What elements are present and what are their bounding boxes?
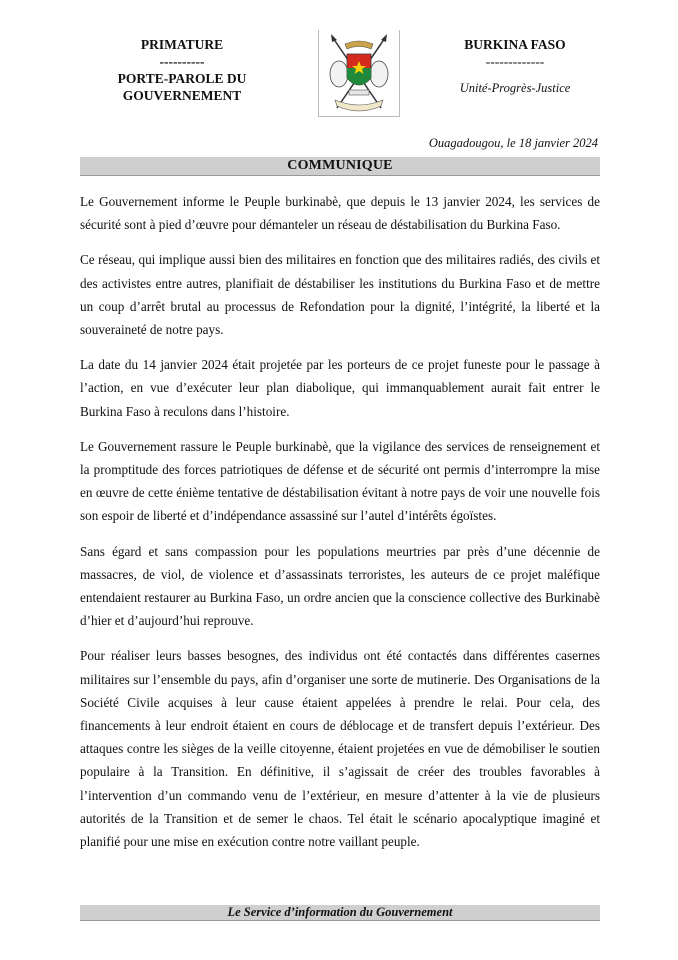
header-left [92, 36, 272, 104]
paragraph: Le Gouvernement informe le Peuple burkinabè, que depuis le 13 janvier 2024, les services de sécurité sont à pied d’œuvre pour démanteler un réseau de déstabilisation du Burkina Faso. [80, 194, 600, 233]
communique-body [80, 190, 600, 865]
paragraph: Pour réaliser leurs basses besognes, des individus ont été contactés dans différentes casernes militaires sur l’ensemble du pays, afin d’organiser une sorte de mutinerie. Des Organisations de la Société Civile acquises à leur cause étaient appelées à prendre le relai. Pour cela, des financements à leur endroit étaient en cours de déblocage et de transfert depuis l’extérieur. Des attaques contre les sièges de la veille citoyenne, étaient projetées en vue de démobiliser le soutien populaire à la Transition. En définitive, il s’agissait de créer des troubles favorables à l’intervention d’un commando venu de l’extérieur, en mesure d’attenter à la vie de plusieurs autorités de la Transition et de semer le chaos. Tel était le scénario apocalyptique imaginé et planifié pour une mise en exécution contre notre vaillant peuple. [80, 648, 600, 850]
header-primature: PRIMATURE [140, 37, 224, 52]
header-porte-parole: PORTE-PAROLE DU [117, 71, 247, 86]
header-country: BURKINA FASO [464, 37, 566, 52]
header-motto: Unité-Progrès-Justice [459, 81, 571, 95]
footer-signature: Le Service d’information du Gouvernement [80, 905, 600, 921]
header-right-separator: ------------- [485, 54, 545, 69]
coat-of-arms-icon [318, 30, 400, 117]
paragraph: La date du 14 janvier 2024 était projetée par les porteurs de ce projet funeste pour le passage à l’action, en vue d’exécuter leur plan diabolique, qui immanquablement aurait fait entrer le Burkina Faso à reculons dans l’histoire. [80, 357, 600, 419]
paragraph: Ce réseau, qui implique aussi bien des militaires en fonction que des militaires radiés, des civils et des activistes entre autres, planifiait de déstabiliser les institutions du Burkina Faso et de mettre un coup d’arrêt brutal au processus de Refondation pour la dignité, l’intégrité, la liberté et la souveraineté de notre pays. [80, 252, 600, 338]
paragraph: Sans égard et sans compassion pour les populations meurtries par près d’une décennie de massacres, de viol, de violence et d’assassinats terroristes, les auteurs de ce projet maléfique entendaient restaurer au Burkina Faso, un ordre ancien que la conscience collective des Burkinabè d’hier et d’aujourd’hui reprouve. [80, 543, 600, 629]
header-gouvernement: GOUVERNEMENT [122, 88, 242, 103]
date-line: Ouagadougou, le 18 janvier 2024 [428, 136, 598, 150]
header-right [430, 36, 600, 97]
paragraph: Le Gouvernement rassure le Peuple burkinabè, que la vigilance des services de renseignement et la promptitude des forces patriotiques de défense et de sécurité ont permis d’interrompre la mise en œuvre de cette énième tentative de déstabilisation évitant à notre pays de voir une nouvelle fois son espoir de liberté et d’indépendance assassiné sur l’autel d’intérêts égoïstes. [80, 438, 600, 524]
header-left-separator: ---------- [159, 54, 205, 69]
document-title: COMMUNIQUE [80, 157, 600, 176]
